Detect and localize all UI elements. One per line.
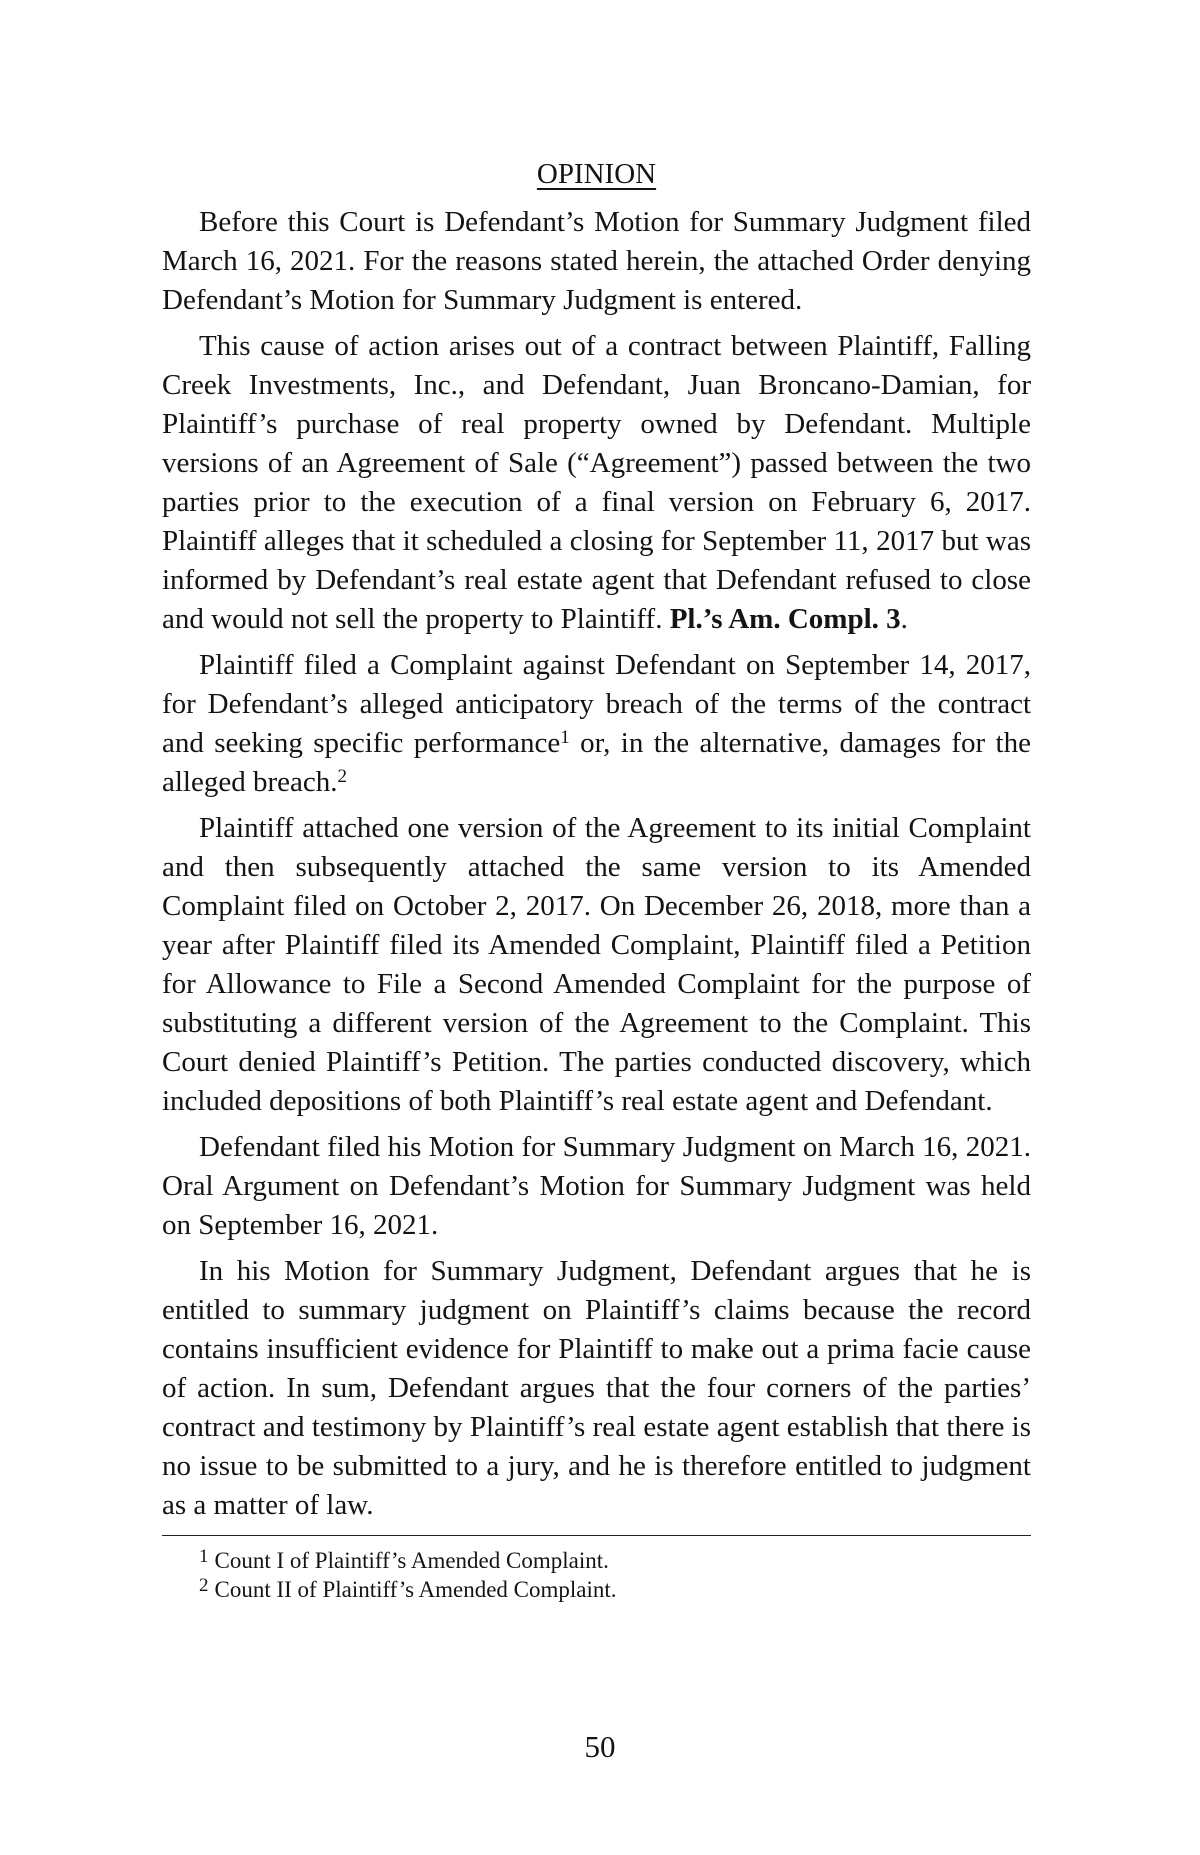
paragraph-3: [162, 646, 1031, 802]
opinion-page: [162, 155, 1031, 1604]
heading-text: OPINION: [536, 158, 657, 190]
footnote-reference-2: 2: [337, 766, 348, 787]
paragraph-text: Plaintiff filed a Complaint against Defendant on September 14, 2017, for Defendant’s alleged anticipatory breach of the terms of the contract and seeking specific performance: [162, 649, 1031, 759]
paragraph-text: In his Motion for Summary Judgment, Defendant argues that he is entitled to summary judgment on Plaintiff’s claims because the record contains insufficient evidence for Plaintiff to make out a prima facie cause of action. In sum, Defendant argues that the four corners of the parties’ contract and testimony by Plaintiff’s real estate agent establish that there is no issue to be submitted to a jury, and he is therefore entitled to judgment as a matter of law.: [162, 1255, 1031, 1521]
section-heading: [162, 155, 1031, 193]
footnote-text: Count I of Plaintiff’s Amended Complaint.: [214, 1548, 609, 1573]
footnote-divider: [162, 1535, 1031, 1536]
paragraph-tail: .: [900, 603, 908, 635]
footnote-2: [162, 1575, 1031, 1604]
footnote-reference-1: 1: [560, 727, 570, 748]
footnote-text: Count II of Plaintiff’s Amended Complaint.: [214, 1577, 617, 1602]
footnote-mark: 2: [199, 1575, 209, 1596]
page-number: 50: [584, 1729, 616, 1764]
paragraph-2: [162, 327, 1031, 639]
footnote-mark: 1: [199, 1546, 209, 1567]
paragraph-1: [162, 203, 1031, 320]
paragraph-text: This cause of action arises out of a contract between Plaintiff, Falling Creek Investments, Inc., and Defendant, Juan Broncano-Damian, for Plaintiff’s purchase of real property owned by Defendant. Multiple versions of an Agreement of Sale (“Agreement”) passed between the two parties prior to the execution of a final version on February 6, 2017. Plaintiff alleges that it scheduled a closing for September 11, 2017 but was informed by Defendant’s real estate agent that Defendant refused to close and would not sell the property to Plaintiff.: [162, 330, 1031, 635]
paragraph-6: [162, 1252, 1031, 1525]
paragraph-text: Before this Court is Defendant’s Motion for Summary Judgment filed March 16, 2021. For the reasons stated herein, the attached Order denying Defendant’s Motion for Summary Judgment is entered.: [162, 206, 1031, 316]
footnote-1: [162, 1546, 1031, 1575]
paragraph-4: [162, 809, 1031, 1121]
record-citation: Pl.’s Am. Compl. 3: [669, 603, 901, 635]
paragraph-5: [162, 1128, 1031, 1245]
paragraph-text: Defendant filed his Motion for Summary Judgment on March 16, 2021. Oral Argument on Defendant’s Motion for Summary Judgment was held on September 16, 2021.: [162, 1131, 1031, 1241]
paragraph-text: Plaintiff attached one version of the Agreement to its initial Complaint and then subsequently attached the same version to its Amended Complaint filed on October 2, 2017. On December 26, 2018, more than a year after Plaintiff filed its Amended Complaint, Plaintiff filed a Petition for Allowance to File a Second Amended Complaint for the purpose of substituting a different version of the Agreement to the Complaint. This Court denied Plaintiff’s Petition. The parties conducted discovery, which included depositions of both Plaintiff’s real estate agent and Defendant.: [162, 812, 1031, 1117]
paragraph-text: or, in the alternative, damages for the alleged breach.: [162, 727, 1031, 798]
